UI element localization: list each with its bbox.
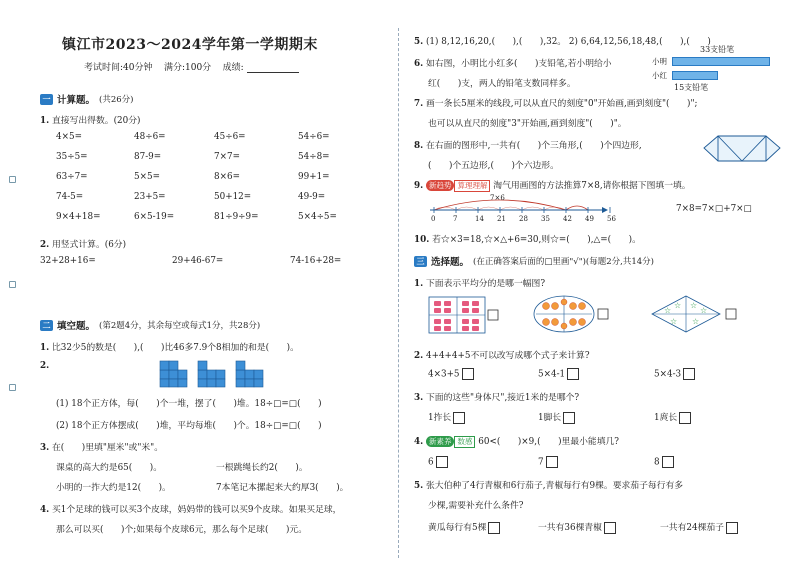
s3-q5-opt-a[interactable] <box>428 520 500 534</box>
number-line-tick-label: 7 <box>453 215 458 223</box>
answer-box[interactable] <box>726 522 738 534</box>
oral-calc-item: 5×5= <box>134 172 160 182</box>
cube-stack-3 <box>236 361 263 387</box>
oral-calc-item: 81÷9÷9= <box>214 212 259 222</box>
s3-q3 <box>414 390 579 403</box>
s2-q3 <box>40 440 163 453</box>
number-line-tick-label: 49 <box>585 215 594 223</box>
section-3-title: 选择题。 <box>431 257 470 268</box>
exam-meta <box>84 60 299 73</box>
oral-calc-item: 48÷6= <box>134 132 166 142</box>
r-q9-text: 淘气用画图的方法推算7×8,请你根据下图填一填。 <box>493 181 691 191</box>
s1-q1-label: 1. <box>40 116 50 126</box>
binding-margin <box>6 0 12 561</box>
tag-new-trend: 新趋势 <box>426 180 455 191</box>
vertical-calc-2: 29+46-67= <box>172 256 224 266</box>
s3-q2-opt-b[interactable] <box>538 368 579 380</box>
tag-number-sense: 数感 <box>454 436 475 448</box>
section-2-note: (第2题4分，其余每空或每式1分，共28分) <box>99 321 261 331</box>
s3-q4-opt-b-text: 7 <box>538 457 544 468</box>
oral-calc-item: 45÷6= <box>214 132 246 142</box>
r-q5-label: 5. <box>414 37 424 47</box>
s1-q2-text: 用竖式计算。(6分) <box>51 240 127 250</box>
s3-q3-opt-c-text: 1庹长 <box>654 413 678 423</box>
answer-box[interactable] <box>546 456 558 468</box>
choice-figure-c <box>650 294 738 334</box>
s2-q3c: 小明的一拃大约是12( )。 <box>56 483 171 493</box>
oral-calc-item: 6×5-19= <box>134 212 175 222</box>
s3-q5-text: 张大伯种了4行青椒和6行茄子,青椒每行有9棵。要求茄子每行有多 <box>425 481 684 491</box>
s3-q4-label: 4. <box>414 437 424 447</box>
s3-q1 <box>414 276 545 289</box>
s1-q1 <box>40 113 140 126</box>
s1-q1-text: 直接写出得数。(20分) <box>51 116 141 126</box>
cube-stack-1 <box>160 361 187 387</box>
section-3-note: (在正确答案后面的□里画"√")(每题2分,共14分) <box>473 257 654 267</box>
s2-q3a: 课桌的高大约是65( )。 <box>56 463 163 473</box>
s3-q3-label: 3. <box>414 393 424 403</box>
s3-q3-opt-b-text: 1脚长 <box>538 413 562 423</box>
bar-bottom-label: 15支铅笔 <box>674 83 709 92</box>
section-1-header <box>40 92 133 106</box>
section-1-title: 计算题。 <box>57 95 96 106</box>
r-q6-label: 6. <box>414 59 424 69</box>
result-label: 成绩: <box>222 63 244 73</box>
answer-box[interactable] <box>604 522 616 534</box>
s3-q5-label: 5. <box>414 481 424 491</box>
bar-top-label: 33支铅笔 <box>700 45 735 54</box>
s3-q3-opt-c[interactable] <box>654 410 691 424</box>
r-q7-label: 7. <box>414 99 424 109</box>
number-line-figure <box>424 192 616 224</box>
r-q7 <box>414 96 698 109</box>
bar-name-2: 小红 <box>652 71 667 80</box>
svg-text:☆: ☆ <box>700 306 708 315</box>
number-line-tick-label: 35 <box>541 215 550 223</box>
r-q5-text: (1) 8,12,16,20,( ),( ),32。 2) 6,64,12,56,18,48,( ),( ) <box>425 37 711 47</box>
section-3-header <box>414 254 654 268</box>
answer-box[interactable] <box>567 368 579 380</box>
oral-calc-item: 74-5= <box>56 192 84 202</box>
oral-calc-item: 35÷5= <box>56 152 88 162</box>
s3-q5-opt-a-text: 黄瓜每行有5棵 <box>428 523 487 533</box>
oral-calc-item: 23+5= <box>134 192 166 202</box>
tag-new-literacy: 新素养 <box>426 436 455 447</box>
margin-mark <box>9 281 16 288</box>
cube-stack-2 <box>198 361 225 387</box>
s3-q5-opt-c-text: 一共有24棵茄子 <box>660 523 724 533</box>
s3-q2-opt-b-text: 5×4-1 <box>538 369 566 380</box>
s2-q3-label: 3. <box>40 443 50 453</box>
bar-xiaohong <box>672 71 718 80</box>
r-q7b: 也可以从直尺的刻度"3"开始画,画到刻度"( )"。 <box>428 119 627 129</box>
oral-calc-item: 54÷6= <box>298 132 330 142</box>
s2-q2a: (1) 18个正方体，每( )个一堆，摆了( )堆。18÷□=□( ) <box>56 399 322 409</box>
oral-calc-item: 49-9= <box>298 192 326 202</box>
section-2-num: 二 <box>40 320 53 331</box>
svg-text:☆: ☆ <box>690 301 698 310</box>
oral-calc-item: 54÷8= <box>298 152 330 162</box>
s3-q1-text: 下面表示平均分的是哪一幅图? <box>425 279 546 289</box>
oral-calc-item: 9×4+18= <box>56 212 101 222</box>
s3-q4-text: 60<( )×9,( )里最小能填几? <box>478 437 620 447</box>
section-2-header <box>40 318 260 332</box>
s3-q3-opt-b[interactable] <box>538 410 575 424</box>
cube-stacks-figure <box>158 356 268 388</box>
s3-q3-text: 下面的这些"身体尺",接近1米的是哪个? <box>425 393 580 403</box>
r-q9-label: 9. <box>414 181 424 191</box>
section-1-note: (共26分) <box>99 95 134 105</box>
r-q8b: ( )个五边形,( )个六边形。 <box>428 161 559 171</box>
s3-q2-opt-a[interactable] <box>428 368 474 380</box>
number-line-tick-label: 28 <box>519 215 528 223</box>
s3-q1-label: 1. <box>414 279 424 289</box>
s3-q2-opt-c[interactable] <box>654 368 695 380</box>
answer-box[interactable] <box>679 412 691 424</box>
time-label: 考试时间:40分钟 <box>84 63 153 73</box>
answer-box[interactable] <box>462 368 474 380</box>
s2-q1-text: 比32少5的数是( ),( )比46多7.9个8相加的和是( )。 <box>51 343 299 353</box>
answer-box[interactable] <box>453 412 465 424</box>
s1-q2-label: 2. <box>40 240 50 250</box>
s1-q2 <box>40 237 126 250</box>
number-line-tick-label: 56 <box>607 215 616 223</box>
svg-text:☆: ☆ <box>664 306 672 315</box>
answer-box[interactable] <box>436 456 448 468</box>
s2-q4-label: 4. <box>40 505 50 515</box>
s2-q4 <box>40 502 341 515</box>
s2-q2-label: 2. <box>40 361 50 371</box>
r-q9 <box>414 178 691 192</box>
s3-q4 <box>414 434 619 448</box>
vertical-calc-1: 32+28+16= <box>40 256 96 266</box>
oral-calc-item: 50+12= <box>214 192 252 202</box>
s3-q5-opt-c[interactable] <box>660 520 738 534</box>
exam-title: 镇江市2023～2024学年第一学期期末 <box>62 37 318 53</box>
r-q7-text: 画一条长5厘米的线段,可以从直尺的刻度"0"开始画,画到刻度"( )"; <box>425 99 698 109</box>
bar-xiaoming <box>672 57 770 66</box>
s3-q5-opt-b[interactable] <box>538 520 616 534</box>
oral-calc-item: 7×7= <box>214 152 240 162</box>
s3-q3-opt-a[interactable] <box>428 410 465 424</box>
number-line-tick-label: 21 <box>497 215 506 223</box>
margin-mark <box>9 384 16 391</box>
s3-q2-label: 2. <box>414 351 424 361</box>
number-line-tick-label: 0 <box>431 215 436 223</box>
oral-calc-item: 8×6= <box>214 172 240 182</box>
svg-text:☆: ☆ <box>674 301 682 310</box>
answer-box[interactable] <box>683 368 695 380</box>
answer-box[interactable] <box>563 412 575 424</box>
s3-q4-opt-c[interactable] <box>654 456 674 468</box>
score-label: 满分:100分 <box>163 63 212 73</box>
r-q8-text: 在右面的图形中,一共有( )个三角形,( )个四边形, <box>425 141 642 151</box>
s2-q2b: (2) 18个正方体摆成( )堆，平均每堆( )个。18÷□=□( ) <box>56 421 322 431</box>
s3-q2 <box>414 348 590 361</box>
oral-calc-item: 63÷7= <box>56 172 88 182</box>
number-line-tick-label: 14 <box>475 215 484 223</box>
bar-name-1: 小明 <box>652 57 667 66</box>
section-3-num: 三 <box>414 256 427 267</box>
s3-q2-opt-c-text: 5×4-3 <box>654 369 682 380</box>
r-q10-label: 10. <box>414 235 430 245</box>
answer-box[interactable] <box>488 522 500 534</box>
r-q6b: 红( )支，两人的铅笔支数同样多。 <box>428 79 576 89</box>
s3-q5 <box>414 478 683 491</box>
column-divider <box>398 28 399 558</box>
pencil-bar-figure <box>652 44 772 94</box>
shapes-figure <box>702 133 782 165</box>
s2-q3d: 7本笔记本摞起来大约厚3( )。 <box>216 483 349 493</box>
choice-figure-a <box>428 296 500 334</box>
s2-q2 <box>40 361 49 371</box>
s3-q4-opt-b[interactable] <box>538 456 558 468</box>
s2-q3-text: 在( )里填"厘米"或"米"。 <box>51 443 164 453</box>
s3-q4-opt-a[interactable] <box>428 456 448 468</box>
svg-text:☆: ☆ <box>670 317 678 326</box>
s2-q1 <box>40 340 299 353</box>
tag-reasoning: 算理理解 <box>454 180 490 192</box>
margin-mark <box>9 176 16 183</box>
r-q9-equation: 7×8=7×□+7×□ <box>676 204 752 214</box>
oral-calc-item: 87-9= <box>134 152 162 162</box>
r-q8-label: 8. <box>414 141 424 151</box>
number-line-tick-label: 42 <box>563 215 572 223</box>
s2-q1-label: 1. <box>40 343 50 353</box>
result-blank[interactable] <box>247 62 299 73</box>
s3-q4-opt-a-text: 6 <box>428 457 434 468</box>
s2-q4b: 那么可以买( )个;如果每个皮球6元，那么每个足球( )元。 <box>56 525 308 535</box>
s3-q3-opt-a-text: 1拃长 <box>428 413 452 423</box>
s3-q2-text: 4+4+4+5不可以改写成哪个式子来计算? <box>425 351 590 361</box>
section-2-title: 填空题。 <box>57 321 96 332</box>
number-line-label: 7×6 <box>490 194 505 202</box>
s3-q2-opt-a-text: 4×3+5 <box>428 369 460 380</box>
oral-calc-item: 5×4÷5= <box>298 212 337 222</box>
oral-calc-item: 99+1= <box>298 172 330 182</box>
oral-calc-item: 4×5= <box>56 132 82 142</box>
section-1-num: 一 <box>40 94 53 105</box>
s3-q5-opt-b-text: 一共有36棵青椒 <box>538 523 602 533</box>
s2-q3b: 一根跳绳长约2( )。 <box>216 463 308 473</box>
r-q6 <box>414 56 612 69</box>
choice-figure-b <box>532 294 612 334</box>
r-q6-text: 如右图，小明比小红多( )支铅笔,若小明给小 <box>425 59 612 69</box>
s3-q4-opt-c-text: 8 <box>654 457 660 468</box>
s3-q5b: 少棵,需要补充什么条件? <box>428 501 524 511</box>
r-q8 <box>414 138 642 151</box>
r-q10 <box>414 232 641 245</box>
svg-text:☆: ☆ <box>692 317 700 326</box>
s2-q4-text: 买1个足球的钱可以买3个皮球，妈妈带的钱可以买9个皮球。如果买足球， <box>51 505 342 515</box>
vertical-calc-3: 74-16+28= <box>290 256 342 266</box>
r-q10-text: 若☆×3=18,☆×△+6=30,则☆=( ),△=( )。 <box>432 235 641 245</box>
answer-box[interactable] <box>662 456 674 468</box>
